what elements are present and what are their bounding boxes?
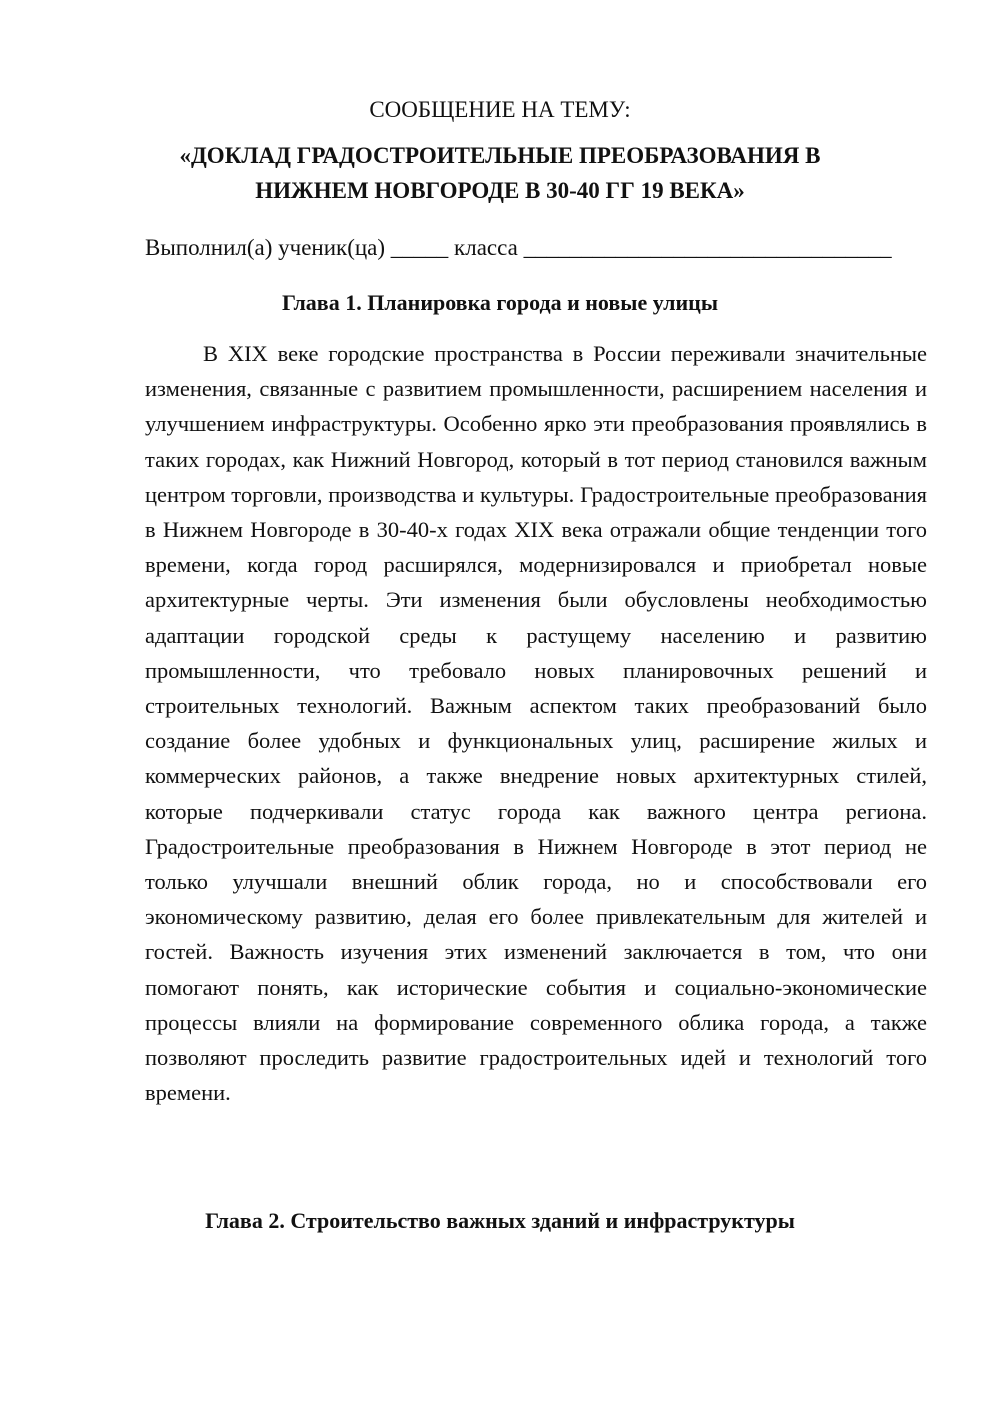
title-line-2: НИЖНЕМ НОВГОРОДЕ В 30-40 ГГ 19 ВЕКА» — [255, 178, 745, 203]
chapter-1-paragraph: В XIX веке городские пространства в России переживали значительные изменения, связанные с развитием промышленности, расширением населения и улучшением инфраструктуры. Особенно ярко эти преобразования проявлялись в таких городах, как Нижний Новгород, который в тот период становился важным центром торговли, производства и культуры. Градостроительные преобразования в Нижнем Новгороде в 30-40-х годах XIX века отражали общие тенденции того времени, когда город расширялся, модернизировался и приобретал новые архитектурные черты. Эти изменения были обусловлены необходимостью адаптации городской среды к растущему населению и развитию промышленности, что требовало новых планировочных решений и строительных технологий. Важным аспектом таких преобразований было создание более удобных и функциональных улиц, расширение жилых и коммерческих районов, а также внедрение новых архитектурных стилей, которые подчеркивали статус города как важного центра региона. Градостроительные преобразования в Нижнем Новгороде в этот период не только улучшали внешний облик города, но и способствовали его экономическому развитию, делая его более привлекательным для жителей и гостей. Важность изучения этих изменений заключается в том, что они помогают понять, как исторические события и социально-экономические процессы влияли на формирование современного облика города, а также позволяют проследить развитие градостроительных идей и технологий того времени. — [145, 341, 927, 1106]
chapter-1-heading: Глава 1. Планировка города и новые улицы — [281, 290, 719, 315]
chapter-2-heading: Глава 2. Строительство важных зданий и инфраструктуры — [205, 1208, 795, 1233]
subject-label: СООБЩЕНИЕ НА ТЕМУ: — [369, 97, 631, 122]
title-line-1: «ДОКЛАД ГРАДОСТРОИТЕЛЬНЫЕ ПРЕОБРАЗОВАНИЯ В — [179, 143, 821, 168]
performer-line: Выполнил(а) ученик(ца) _____ класса ________________________________ — [145, 235, 892, 260]
